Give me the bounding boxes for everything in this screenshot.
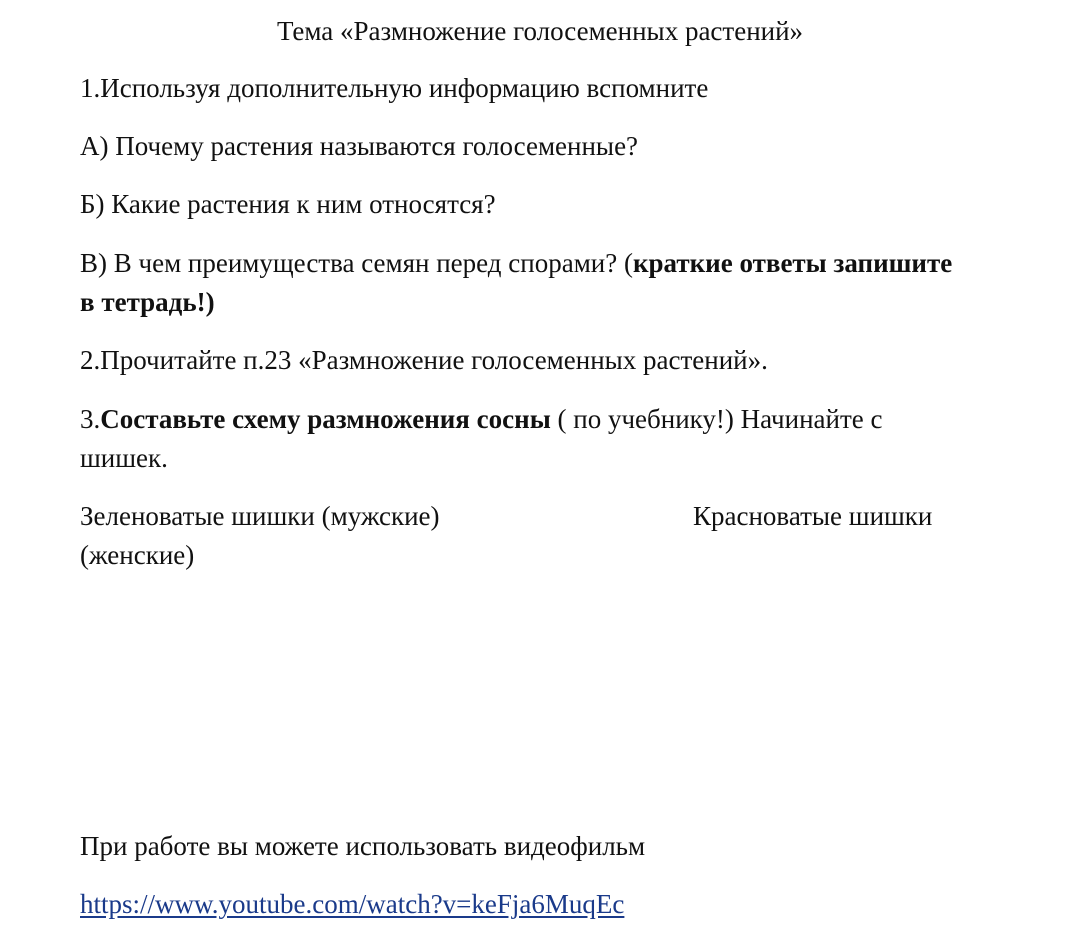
task-3 (80, 400, 882, 439)
female-cones-label: Красноватые шишки (693, 501, 933, 531)
question-v (80, 244, 952, 283)
female-cones-label-continued: (женские) (80, 540, 195, 570)
video-note: При работе вы можете использовать видеофильм (80, 831, 646, 861)
task-3-bold: Составьте схему размножения сосны (100, 404, 551, 434)
video-link[interactable]: https://www.youtube.com/watch?v=keFja6MuqEc (80, 889, 625, 919)
question-v-bold: краткие ответы запишите (632, 248, 953, 278)
task-3-number: 3. (80, 404, 101, 434)
question-a: А) Почему растения называются голосеменные? (80, 131, 639, 161)
task-3-rest: ( по учебнику!) Начинайте с (550, 404, 883, 434)
male-cones-label: Зеленоватые шишки (мужские) (80, 501, 440, 531)
document-title: Тема «Размножение голосеменных растений» (276, 16, 804, 46)
task-1-intro: 1.Используя дополнительную информацию вспомните (80, 73, 709, 103)
question-v-text: В) В чем преимущества семян перед спорами? ( (80, 248, 633, 278)
question-b: Б) Какие растения к ним относятся? (80, 189, 496, 219)
task-2: 2.Прочитайте п.23 «Размножение голосеменных растений». (80, 345, 768, 375)
question-v-bold-continued: в тетрадь!) (80, 287, 215, 317)
task-3-continued: шишек. (80, 443, 168, 473)
